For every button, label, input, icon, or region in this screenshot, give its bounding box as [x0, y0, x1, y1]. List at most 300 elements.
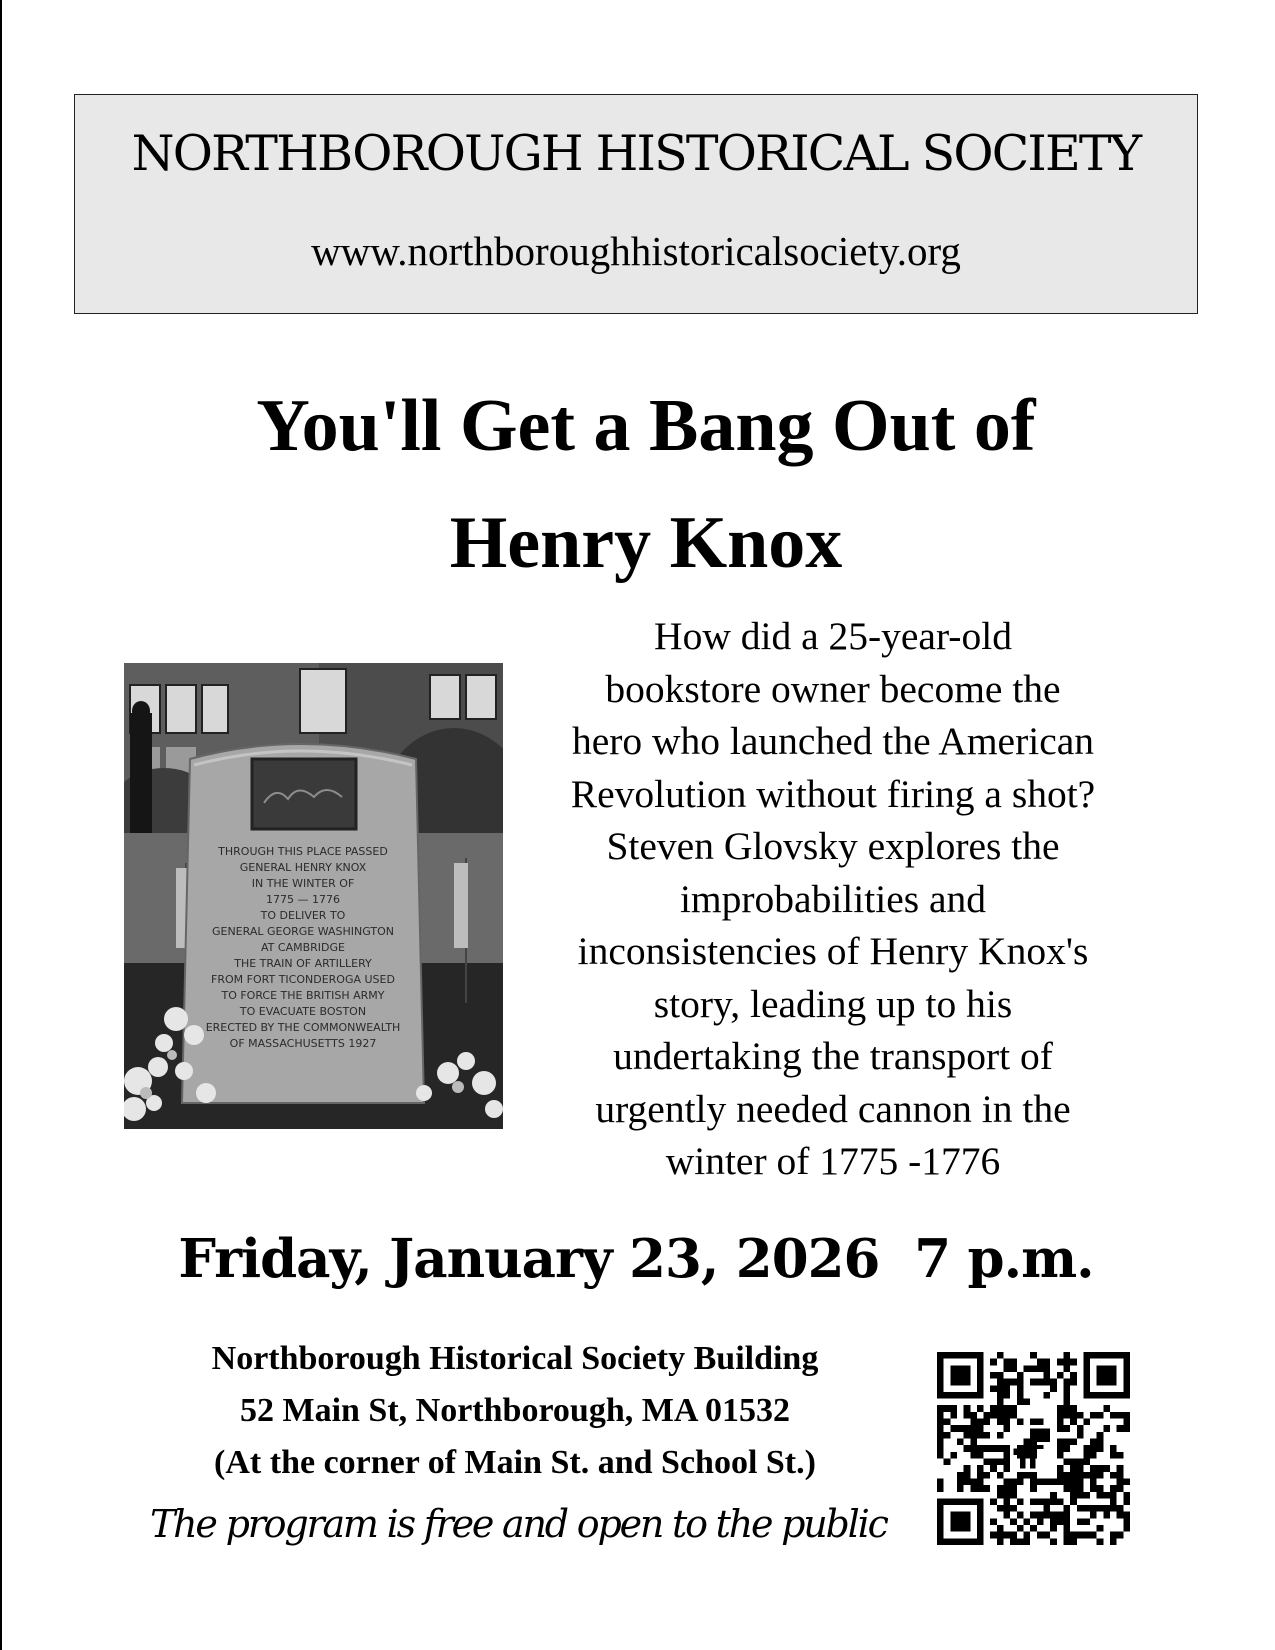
qr-module [1070, 1372, 1077, 1379]
qr-module [1103, 1425, 1110, 1432]
marker-text-line: GENERAL GEORGE WASHINGTON [211, 925, 395, 938]
qr-module [1063, 1359, 1070, 1366]
qr-module [1037, 1518, 1044, 1525]
qr-module [1063, 1512, 1070, 1519]
marker-text-line: OF MASSACHUSETTS 1927 [229, 1037, 377, 1050]
qr-module [1117, 1478, 1124, 1485]
qr-module [1063, 1505, 1070, 1512]
qr-module [984, 1412, 991, 1419]
qr-module [1097, 1412, 1104, 1419]
qr-module [1057, 1465, 1064, 1472]
qr-module [1057, 1412, 1064, 1419]
qr-module [957, 1478, 964, 1485]
qr-module [970, 1485, 977, 1492]
qr-module [937, 1452, 944, 1459]
qr-module [1097, 1485, 1104, 1492]
qr-module [1037, 1359, 1044, 1366]
qr-module [1050, 1512, 1057, 1519]
qr-module [1017, 1379, 1024, 1386]
qr-module [1017, 1385, 1024, 1392]
qr-module [1004, 1392, 1011, 1399]
qr-module [1110, 1505, 1117, 1512]
qr-module [1030, 1419, 1037, 1426]
qr-module [1070, 1532, 1077, 1539]
qr-module [1057, 1518, 1064, 1525]
qr-module [990, 1359, 997, 1366]
qr-module [984, 1419, 991, 1426]
qr-module [984, 1432, 991, 1439]
qr-module [1024, 1538, 1031, 1545]
qr-module [1017, 1478, 1024, 1485]
qr-module [1037, 1498, 1044, 1505]
qr-module [1083, 1452, 1090, 1459]
qr-module [1050, 1498, 1057, 1505]
qr-module [1077, 1532, 1084, 1539]
qr-module [1070, 1465, 1077, 1472]
qr-module [1043, 1392, 1050, 1399]
qr-module [1004, 1458, 1011, 1465]
qr-module [1110, 1492, 1117, 1499]
venue-directions: (At the corner of Main St. and School St.) [214, 1444, 816, 1481]
qr-module [1004, 1419, 1011, 1426]
qr-module [970, 1425, 977, 1432]
qr-module [1017, 1525, 1024, 1532]
qr-module [1063, 1458, 1070, 1465]
qr-module [997, 1445, 1004, 1452]
qr-module [1057, 1425, 1064, 1432]
qr-module [1004, 1485, 1011, 1492]
qr-module [997, 1379, 1004, 1386]
qr-module [944, 1405, 951, 1412]
qr-module [1103, 1465, 1110, 1472]
qr-module [1017, 1538, 1024, 1545]
qr-module [1123, 1492, 1130, 1499]
qr-module [970, 1419, 977, 1426]
qr-module [1070, 1498, 1077, 1505]
qr-module [1117, 1425, 1124, 1432]
qr-module [957, 1439, 964, 1446]
qr-module [1110, 1445, 1117, 1452]
qr-module [1083, 1458, 1090, 1465]
qr-module [1030, 1352, 1037, 1359]
qr-module [997, 1525, 1004, 1532]
qr-module [1004, 1505, 1011, 1512]
qr-module [1050, 1478, 1057, 1485]
qr-module [977, 1419, 984, 1426]
qr-module [990, 1372, 997, 1379]
qr-module [1110, 1498, 1117, 1505]
qr-module [957, 1472, 964, 1479]
qr-module [977, 1485, 984, 1492]
qr-module [1083, 1505, 1090, 1512]
qr-module [1004, 1452, 1011, 1459]
marker-text-line: THE TRAIN OF ARTILLERY [234, 957, 372, 970]
qr-module [1123, 1525, 1130, 1532]
qr-module [1103, 1512, 1110, 1519]
qr-module [997, 1419, 1004, 1426]
event-description [520, 610, 1146, 1188]
qr-module [1077, 1505, 1084, 1512]
qr-module [970, 1439, 977, 1446]
qr-module [1070, 1472, 1077, 1479]
qr-module [997, 1538, 1004, 1545]
qr-module [1010, 1379, 1017, 1386]
qr-module [937, 1478, 944, 1485]
qr-module [1017, 1392, 1024, 1399]
qr-module [950, 1405, 957, 1412]
qr-module [1010, 1505, 1017, 1512]
qr-module [1004, 1359, 1011, 1366]
qr-module [1024, 1518, 1031, 1525]
qr-module [984, 1445, 991, 1452]
qr-module [1103, 1405, 1110, 1412]
qr-module [1043, 1532, 1050, 1539]
qr-module [964, 1478, 971, 1485]
qr-module [1004, 1498, 1011, 1505]
qr-module [997, 1492, 1004, 1499]
qr-module [1117, 1485, 1124, 1492]
description-line: undertaking the transport of [613, 1034, 1053, 1078]
qr-module [1043, 1359, 1050, 1366]
qr-module [1050, 1538, 1057, 1545]
qr-module [1017, 1419, 1024, 1426]
description-line: urgently needed cannon in the [595, 1086, 1071, 1131]
qr-module [990, 1405, 997, 1412]
qr-module [1063, 1399, 1070, 1406]
qr-module [1063, 1425, 1070, 1432]
qr-module [1090, 1445, 1097, 1452]
qr-module [1030, 1512, 1037, 1519]
qr-module [1010, 1538, 1017, 1545]
qr-module [957, 1425, 964, 1432]
qr-module [1030, 1472, 1037, 1479]
qr-module [1083, 1492, 1090, 1499]
qr-module [1063, 1365, 1070, 1372]
qr-module [1063, 1405, 1070, 1412]
qr-module [1077, 1518, 1084, 1525]
qr-module [997, 1399, 1004, 1406]
qr-module [1103, 1505, 1110, 1512]
qr-module [984, 1472, 991, 1479]
website-url: www.northboroughhistoricalsociety.org [311, 228, 961, 274]
qr-module [1097, 1432, 1104, 1439]
qr-module [970, 1452, 977, 1459]
qr-module [997, 1505, 1004, 1512]
qr-module [937, 1412, 944, 1419]
qr-module [937, 1445, 944, 1452]
qr-module [1050, 1492, 1057, 1499]
qr-module [1030, 1478, 1037, 1485]
marker-text-line: FROM FORT TICONDEROGA USED [211, 973, 395, 986]
qr-module [957, 1485, 964, 1492]
qr-module [1057, 1439, 1064, 1446]
qr-module [1057, 1512, 1064, 1519]
qr-module [970, 1478, 977, 1485]
qr-module [1063, 1525, 1070, 1532]
qr-module [1090, 1505, 1097, 1512]
qr-module [1077, 1472, 1084, 1479]
qr-module [1057, 1472, 1064, 1479]
qr-module [1010, 1359, 1017, 1366]
qr-module [944, 1419, 951, 1426]
marker-text-line: TO EVACUATE BOSTON [239, 1005, 367, 1018]
qr-module [1037, 1419, 1044, 1426]
qr-module [1117, 1465, 1124, 1472]
qr-module [964, 1405, 971, 1412]
qr-module [1123, 1498, 1130, 1505]
description-line: inconsistencies of Henry Knox's [577, 929, 1089, 973]
admission-note: The program is free and open to the public [150, 1502, 887, 1546]
description-line: improbabilities and [679, 876, 987, 921]
qr-module [1070, 1439, 1077, 1446]
qr-module [1097, 1439, 1104, 1446]
qr-module [990, 1412, 997, 1419]
event-title-line-2: Henry Knox [449, 502, 843, 584]
venue-name: Northborough Historical Society Building [211, 1340, 819, 1377]
qr-module [1010, 1532, 1017, 1539]
qr-module [1090, 1465, 1097, 1472]
qr-module [950, 1452, 957, 1459]
qr-module [1070, 1359, 1077, 1366]
event-title [74, 368, 1198, 602]
qr-module [1117, 1452, 1124, 1459]
qr-module [1057, 1452, 1064, 1459]
qr-module [1110, 1485, 1117, 1492]
qr-module [1110, 1532, 1117, 1539]
qr-module [1083, 1518, 1090, 1525]
qr-module [1063, 1478, 1070, 1485]
qr-module [1043, 1512, 1050, 1519]
qr-module [977, 1445, 984, 1452]
qr-module [1063, 1392, 1070, 1399]
qr-module [984, 1458, 991, 1465]
qr-module [964, 1425, 971, 1432]
qr-module [964, 1472, 971, 1479]
qr-module [1097, 1538, 1104, 1545]
left-edge-rule [0, 0, 2, 1650]
marker-text-line: THROUGH THIS PLACE PASSED [218, 845, 388, 858]
qr-module [1004, 1492, 1011, 1499]
qr-module [944, 1432, 951, 1439]
description-line: bookstore owner become the [605, 666, 1061, 711]
qr-module [1063, 1538, 1070, 1545]
qr-module [1123, 1478, 1130, 1485]
qr-module [1004, 1465, 1011, 1472]
qr-module [1030, 1498, 1037, 1505]
qr-module [1110, 1538, 1117, 1545]
qr-module [977, 1405, 984, 1412]
qr-module [1017, 1472, 1024, 1479]
qr-module [1063, 1518, 1070, 1525]
qr-module [1070, 1405, 1077, 1412]
qr-module [1017, 1399, 1024, 1406]
qr-module [977, 1432, 984, 1439]
qr-module [937, 1439, 944, 1446]
qr-module [990, 1498, 997, 1505]
qr-module [1004, 1512, 1011, 1519]
qr-module [1037, 1478, 1044, 1485]
qr-module [1057, 1405, 1064, 1412]
description-line: Revolution without firing a shot? [570, 771, 1096, 816]
qr-module [1110, 1412, 1117, 1419]
qr-module [990, 1445, 997, 1452]
qr-module [1004, 1379, 1011, 1386]
qr-module [1083, 1419, 1090, 1426]
qr-module [1030, 1379, 1037, 1386]
qr-module [1024, 1472, 1031, 1479]
qr-module [1063, 1485, 1070, 1492]
description-line: How did a 25-year-old [654, 614, 1012, 658]
qr-module [1090, 1478, 1097, 1485]
qr-module [1017, 1512, 1024, 1519]
qr-module [1063, 1379, 1070, 1386]
qr-module [964, 1465, 971, 1472]
qr-module [1097, 1465, 1104, 1472]
qr-module [970, 1432, 977, 1439]
qr-module [1037, 1379, 1044, 1386]
qr-module [997, 1392, 1004, 1399]
marker-text-line: ERECTED BY THE COMMONWEALTH [205, 1021, 401, 1034]
qr-module [937, 1485, 944, 1492]
qr-module [1004, 1532, 1011, 1539]
qr-module [964, 1445, 971, 1452]
qr-module [1063, 1412, 1070, 1419]
qr-module [997, 1412, 1004, 1419]
qr-module [997, 1405, 1004, 1412]
qr-module [1097, 1472, 1104, 1479]
qr-module [937, 1419, 944, 1426]
qr-module [990, 1458, 997, 1465]
qr-module [1077, 1478, 1084, 1485]
qr-module [990, 1518, 997, 1525]
qr-module [1123, 1512, 1130, 1519]
marker-text-line: TO DELIVER TO [260, 909, 346, 922]
qr-module [1063, 1352, 1070, 1359]
qr-module [1010, 1518, 1017, 1525]
qr-module [1010, 1412, 1017, 1419]
qr-module [1010, 1405, 1017, 1412]
qr-module [1050, 1525, 1057, 1532]
qr-module [1004, 1425, 1011, 1432]
qr-module [1037, 1512, 1044, 1519]
qr-module [1070, 1419, 1077, 1426]
qr-module [1050, 1385, 1057, 1392]
qr-module [977, 1452, 984, 1459]
qr-module [1043, 1478, 1050, 1485]
qr-module [1097, 1505, 1104, 1512]
qr-module [977, 1425, 984, 1432]
qr-module [1097, 1445, 1104, 1452]
qr-module [1010, 1492, 1017, 1499]
qr-module [937, 1432, 944, 1439]
qr-module [1090, 1485, 1097, 1492]
qr-module [1090, 1412, 1097, 1419]
qr-module [1004, 1445, 1011, 1452]
qr-module [1024, 1532, 1031, 1539]
qr-module [1010, 1478, 1017, 1485]
qr-module [1043, 1379, 1050, 1386]
qr-module [1077, 1432, 1084, 1439]
qr-module [977, 1472, 984, 1479]
qr-module [997, 1372, 1004, 1379]
description-line: hero who launched the American [571, 719, 1095, 763]
qr-module [1070, 1458, 1077, 1465]
qr-module [1063, 1439, 1070, 1446]
qr-module [997, 1385, 1004, 1392]
qr-module [1057, 1419, 1064, 1426]
qr-module [1004, 1365, 1011, 1372]
qr-module [1037, 1532, 1044, 1539]
qr-module [1030, 1365, 1037, 1372]
qr-module [1123, 1412, 1130, 1419]
qr-module [1077, 1485, 1084, 1492]
qr-module [1077, 1458, 1084, 1465]
marker-text-line: GENERAL HENRY KNOX [239, 861, 367, 874]
qr-module [1063, 1385, 1070, 1392]
qr-module [1123, 1425, 1130, 1432]
qr-module [1004, 1478, 1011, 1485]
qr-module [944, 1458, 951, 1465]
qr-module [1057, 1445, 1064, 1452]
qr-module [1057, 1359, 1064, 1366]
qr-module [1117, 1472, 1124, 1479]
qr-module [1117, 1412, 1124, 1419]
qr-module [1063, 1445, 1070, 1452]
qr-module [1043, 1372, 1050, 1379]
description-line: story, leading up to his [653, 981, 1013, 1026]
qr-module [1057, 1372, 1064, 1379]
qr-module [1004, 1385, 1011, 1392]
qr-module [964, 1432, 971, 1439]
qr-module [970, 1412, 977, 1419]
qr-module [1043, 1505, 1050, 1512]
qr-module [1057, 1478, 1064, 1485]
qr-module [1010, 1485, 1017, 1492]
qr-module [997, 1432, 1004, 1439]
qr-module [1117, 1512, 1124, 1519]
description-line: Steven Glovsky explores the [606, 824, 1060, 868]
description-line: winter of 1775 -1776 [665, 1139, 1001, 1183]
qr-module [1030, 1525, 1037, 1532]
qr-module [937, 1425, 944, 1432]
qr-module [970, 1445, 977, 1452]
qr-module [1097, 1525, 1104, 1532]
qr-module [1117, 1532, 1124, 1539]
qr-code[interactable] [937, 1352, 1130, 1545]
qr-module [1077, 1465, 1084, 1472]
qr-module [1024, 1399, 1031, 1406]
venue-street-address: 52 Main St, Northborough, MA 01532 [239, 1392, 791, 1429]
qr-module [1077, 1412, 1084, 1419]
marker-text-line: TO FORCE THE BRITISH ARMY [221, 989, 385, 1002]
qr-module [1043, 1365, 1050, 1372]
qr-module [950, 1425, 957, 1432]
qr-module [977, 1465, 984, 1472]
qr-module [1017, 1498, 1024, 1505]
organization-name: NORTHBOROUGH HISTORICAL SOCIETY [131, 125, 1141, 182]
qr-module [997, 1352, 1004, 1359]
qr-module [1083, 1445, 1090, 1452]
qr-module [1050, 1518, 1057, 1525]
qr-module [1070, 1379, 1077, 1386]
qr-module [1043, 1498, 1050, 1505]
qr-module [1090, 1512, 1097, 1519]
qr-module [1090, 1472, 1097, 1479]
marker-text-line: IN THE WINTER OF [251, 877, 355, 890]
header-banner [74, 94, 1198, 314]
qr-module [1123, 1518, 1130, 1525]
qr-module [937, 1405, 944, 1412]
